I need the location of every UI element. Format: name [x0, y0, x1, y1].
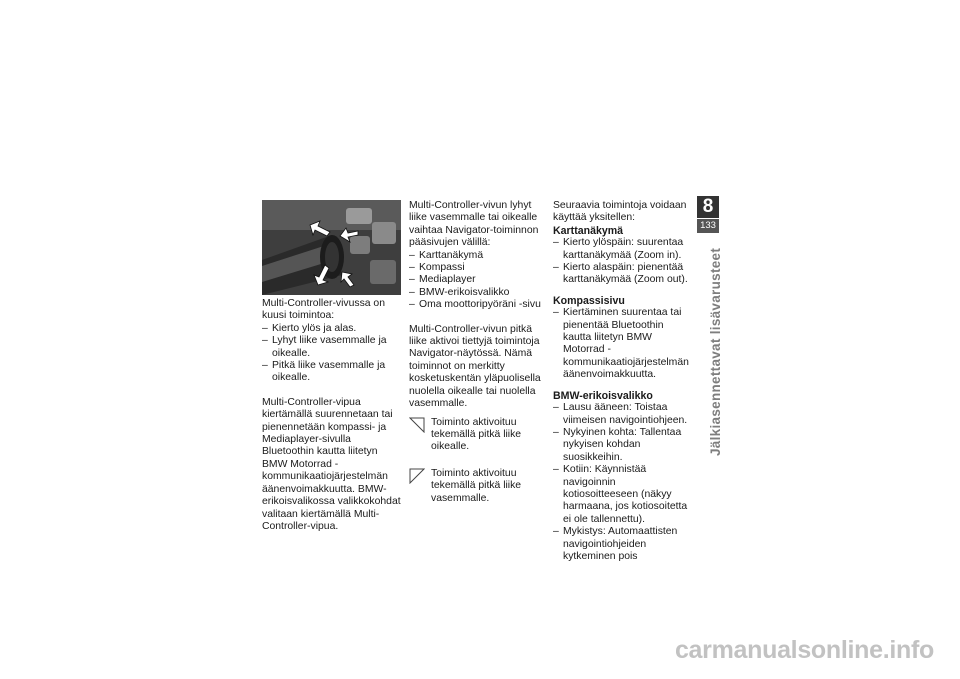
list-item: – Mykistys: Automaattisten navigointiohjeiden kytkeminen pois — [553, 526, 691, 563]
col1-function-list — [262, 323, 402, 385]
multi-controller-photo — [262, 200, 401, 295]
list-item: – Lyhyt liike vasemmalle ja oikealle. — [262, 335, 402, 360]
col3-intro: Seuraavia toimintoja voidaan käyttää yksitellen: — [553, 200, 687, 224]
column-2 — [409, 200, 549, 505]
section-title-map: Karttanäkymä — [553, 224, 624, 237]
side-chapter-title: Jälkiasennettavat lisävarusteet — [708, 247, 723, 456]
watermark: carmanualsonline.info — [674, 636, 934, 664]
list-item: – Kompassi — [409, 262, 549, 274]
list-item: – Kierto ylös ja alas. — [262, 323, 402, 335]
section-title-compass: Kompassisivu — [553, 294, 625, 307]
section-title-bmw-menu: BMW-erikoisvalikko — [553, 389, 653, 402]
chapter-tab — [697, 196, 719, 233]
list-item: – Kotiin: Käynnistää navigoinnin kotiosoitteeseen (näkyy harmaana, jos kotiosoitetta ei ole tallennettu). — [553, 464, 691, 526]
bmw-menu-list — [553, 402, 691, 563]
map-list — [553, 237, 691, 287]
list-item: – BMW-erikoisvalikko — [409, 287, 549, 299]
list-item: – Lausu ääneen: Toistaa viimeisen navigointiohjeen. — [553, 402, 691, 427]
chapter-number: 8 — [697, 196, 719, 218]
note-left — [409, 468, 549, 505]
note-right — [409, 417, 549, 454]
list-item: – Nykyinen kohta: Tallentaa nykyisen kohdan suosikkeihin. — [553, 427, 691, 464]
note-left-text: Toiminto aktivoituu tekemällä pitkä liike vasemmalle. — [431, 467, 522, 504]
arrow-right-icon — [409, 417, 425, 433]
col1-paragraph: Multi-Controller-vipua kiertämällä suurennetaan tai pienennetään kompassi- ja Mediaplayer-sivulla Bluetoothin kautta liitetyn BMW Motorrad -kommunikaatiojärjestelmän äänenvoimakkuutta. BMW-erikoisvalikossa valikkokohdat valitaan kiertämällä Multi-Controller-vipua. — [262, 396, 401, 532]
col2-page-list — [409, 250, 549, 312]
list-item: – Karttanäkymä — [409, 250, 549, 262]
list-item: – Mediaplayer — [409, 274, 549, 286]
list-item: – Pitkä liike vasemmalle ja oikealle. — [262, 360, 402, 385]
column-3 — [553, 200, 691, 563]
col2-intro: Multi-Controller-vivun lyhyt liike vasemmalle tai oikealle vaihtaa Navigator-toiminnon pääsivujen välillä: — [409, 200, 539, 249]
col2-paragraph: Multi-Controller-vivun pitkä liike aktivoi tiettyjä toimintoja Navigator-näytössä. Nämä toiminnot on merkitty kosketuskentän yläpuolisella nuolella oikealle tai nuolella vasemmalle. — [409, 323, 541, 410]
list-item: – Kierto ylöspäin: suurentaa karttanäkymää (Zoom in). — [553, 237, 691, 262]
note-right-text: Toiminto aktivoituu tekemällä pitkä liike oikealle. — [431, 416, 522, 453]
arrow-left-icon — [409, 468, 425, 484]
page-number: 133 — [697, 219, 719, 233]
column-1 — [262, 200, 402, 533]
list-item: – Kiertäminen suurentaa tai pienentää Bluetoothin kautta liitetyn BMW Motorrad -kommunikaatiojärjestelmän äänenvoimakkuutta. — [553, 307, 691, 381]
compass-list — [553, 307, 691, 381]
col1-intro: Multi-Controller-vivussa on kuusi toimintoa: — [262, 298, 385, 322]
list-item: – Oma moottoripyöräni -sivu — [409, 299, 549, 311]
list-item: – Kierto alaspäin: pienentää karttanäkymää (Zoom out). — [553, 262, 691, 287]
handlebar-controls-image — [262, 200, 401, 295]
